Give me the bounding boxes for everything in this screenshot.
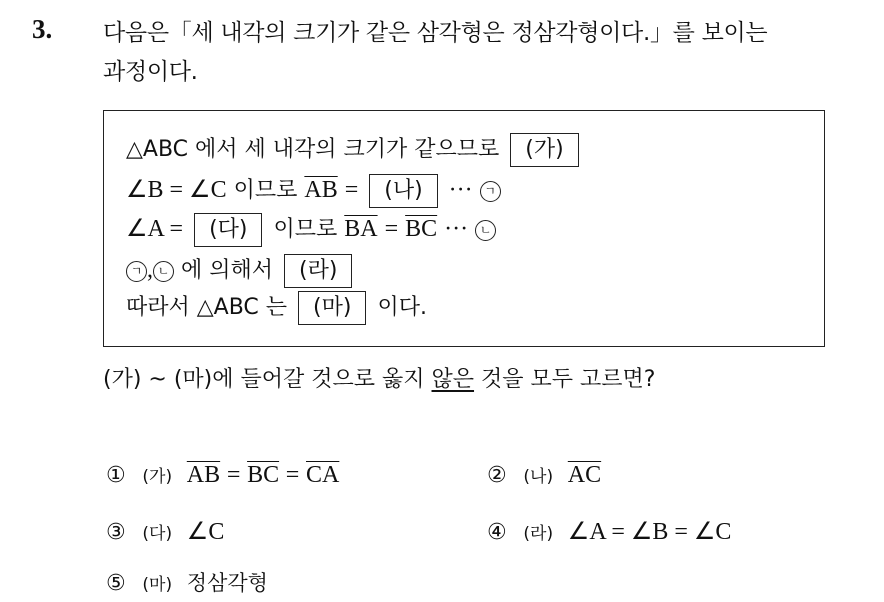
blank-na: (나) bbox=[369, 174, 437, 208]
proof-line-4-text: 에 의해서 bbox=[181, 258, 274, 283]
circled-nieun-marker: ㄴ bbox=[153, 261, 174, 282]
choice-number: ⑤ bbox=[106, 571, 126, 596]
segment-ac: $\overline{AC}$ bbox=[567, 462, 602, 488]
choice-label: (마) bbox=[142, 575, 173, 595]
segment-bc: $\overline{BC}$ bbox=[405, 216, 438, 242]
instruction-post: 것을 모두 고르면? bbox=[481, 367, 656, 392]
angle-a-equals: ∠A = bbox=[126, 216, 184, 242]
segment-ba: $\overline{BA}$ bbox=[344, 216, 378, 242]
choice-text: ∠A = ∠B = ∠C bbox=[567, 519, 732, 545]
choice-label: (라) bbox=[523, 524, 554, 544]
proof-line-3 bbox=[126, 212, 496, 246]
proof-line-5-text: 따라서 △ABC 는 bbox=[126, 295, 288, 320]
question-number: 3. bbox=[32, 14, 53, 44]
segment-ca: $\overline{CA}$ bbox=[306, 462, 340, 488]
proof-line-3-connector: 이므로 bbox=[273, 217, 338, 242]
choice-label: (다) bbox=[142, 524, 173, 544]
question-stem-line1: 다음은「세 내각의 크기가 같은 삼각형은 정삼각형이다.」를 보이는 bbox=[103, 20, 768, 46]
choice-number: ② bbox=[487, 463, 507, 488]
proof-line-2-connector: 이므로 bbox=[233, 178, 298, 203]
instruction-pre: (가) ~ (마)에 들어갈 것으로 옳지 bbox=[103, 367, 425, 392]
choice-number: ④ bbox=[487, 520, 507, 545]
choice-3[interactable] bbox=[106, 515, 224, 549]
segment-ab: $\overline{AB}$ bbox=[186, 462, 221, 488]
choice-label: (나) bbox=[523, 467, 554, 487]
choice-4[interactable] bbox=[487, 515, 731, 549]
choice-text: ∠C bbox=[186, 519, 225, 545]
ellipsis: ··· bbox=[444, 216, 469, 242]
blank-ma: (마) bbox=[298, 291, 366, 325]
equals-sign: = bbox=[226, 462, 241, 488]
choice-label: (가) bbox=[142, 467, 173, 487]
proof-line-2 bbox=[126, 173, 501, 207]
equals-sign: = bbox=[344, 177, 359, 203]
circled-nieun-marker: ㄴ bbox=[475, 220, 496, 241]
segment-bc: $\overline{BC}$ bbox=[247, 462, 280, 488]
question-stem-line2: 과정이다. bbox=[103, 59, 198, 85]
choice-1[interactable] bbox=[106, 458, 339, 492]
equals-sign: = bbox=[384, 216, 399, 242]
blank-da: (다) bbox=[194, 213, 262, 247]
choice-5[interactable] bbox=[106, 566, 268, 600]
proof-line-1 bbox=[126, 133, 583, 167]
proof-box bbox=[103, 110, 825, 347]
circled-giyeok-marker: ㄱ bbox=[480, 181, 501, 202]
instruction bbox=[103, 362, 655, 393]
choice-text: 정삼각형 bbox=[186, 571, 268, 595]
choice-2[interactable] bbox=[487, 458, 601, 492]
instruction-underlined: 않은 bbox=[431, 367, 475, 392]
circled-giyeok-marker: ㄱ bbox=[126, 261, 147, 282]
segment-ab: $\overline{AB}$ bbox=[304, 177, 338, 203]
choice-number: ③ bbox=[106, 520, 126, 545]
proof-line-1-text: △ABC 에서 세 내각의 크기가 같으므로 bbox=[126, 137, 500, 162]
proof-line-4 bbox=[126, 253, 356, 287]
equals-sign: = bbox=[285, 462, 300, 488]
comma: , bbox=[147, 257, 153, 283]
proof-line-5 bbox=[126, 291, 427, 325]
angle-equation-bc: ∠B = ∠C bbox=[126, 177, 227, 203]
choice-number: ① bbox=[106, 463, 126, 488]
ellipsis: ··· bbox=[448, 177, 473, 203]
blank-ra: (라) bbox=[284, 254, 352, 288]
proof-line-5-end: 이다. bbox=[377, 295, 427, 320]
blank-ga: (가) bbox=[510, 133, 578, 167]
